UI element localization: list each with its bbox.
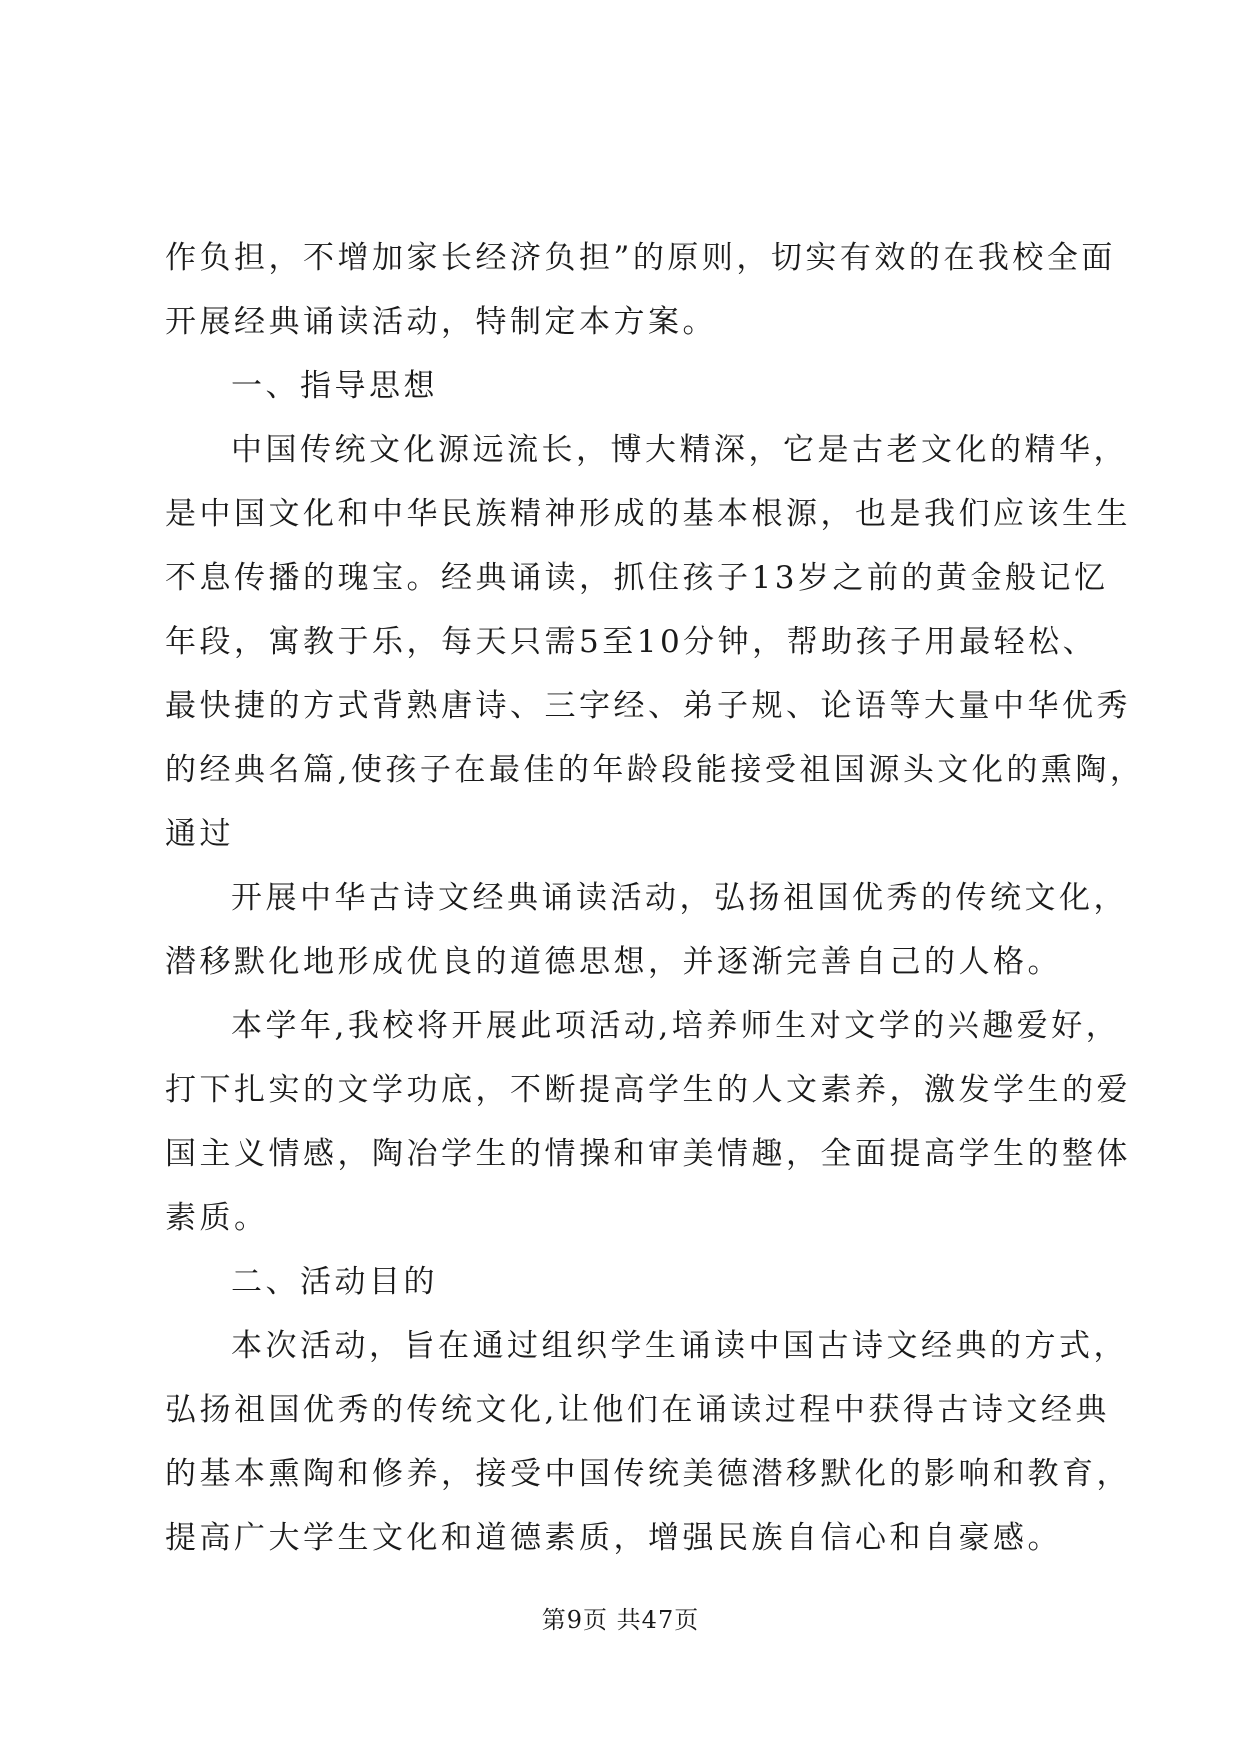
text-line: 提高广大学生文化和道德素质，增强民族自信心和自豪感。	[165, 1520, 1062, 1556]
document-body	[165, 226, 1145, 1570]
text-line: 最快捷的方式背熟唐诗、三字经、弟子规、论语等大量中华优秀	[165, 688, 1131, 724]
page-number-footer: 第9页 共47页	[541, 1606, 700, 1634]
text-line: 年段，寓教于乐，每天只需5至10分钟，帮助孩子用最轻松、	[165, 624, 1098, 660]
section-heading: 二、活动目的	[231, 1264, 438, 1300]
text-line: 的基本熏陶和修养，接受中国传统美德潜移默化的影响和教育，	[165, 1456, 1131, 1492]
text-line: 的经典名篇,使孩子在最佳的年龄段能接受祖国源头文化的熏陶，	[165, 752, 1145, 788]
text-line: 本学年,我校将开展此项活动,培养师生对文学的兴趣爱好，	[231, 1008, 1121, 1044]
text-line: 国主义情感，陶冶学生的情操和审美情趣，全面提高学生的整体	[165, 1136, 1131, 1172]
text-line: 打下扎实的文学功底，不断提高学生的人文素养，激发学生的爱	[165, 1072, 1131, 1108]
text-line: 作负担，不增加家长经济负担”的原则，切实有效的在我校全面	[165, 240, 1116, 276]
text-line: 本次活动，旨在通过组织学生诵读中国古诗文经典的方式，	[231, 1328, 1128, 1364]
text-line: 中国传统文化源远流长，博大精深，它是古老文化的精华，	[231, 432, 1128, 468]
text-line: 开展中华古诗文经典诵读活动，弘扬祖国优秀的传统文化，	[231, 880, 1128, 916]
text-line: 潜移默化地形成优良的道德思想，并逐渐完善自己的人格。	[165, 944, 1062, 980]
section-heading: 一、指导思想	[231, 368, 438, 404]
text-line: 素质。	[165, 1200, 269, 1236]
text-line: 开展经典诵读活动，特制定本方案。	[165, 304, 717, 340]
text-line: 弘扬祖国优秀的传统文化,让他们在诵读过程中获得古诗文经典	[165, 1392, 1110, 1428]
text-line: 通过	[165, 816, 234, 852]
text-line: 不息传播的瑰宝。经典诵读，抓住孩子13岁之前的黄金般记忆	[165, 560, 1109, 596]
text-line: 是中国文化和中华民族精神形成的基本根源，也是我们应该生生	[165, 496, 1131, 532]
